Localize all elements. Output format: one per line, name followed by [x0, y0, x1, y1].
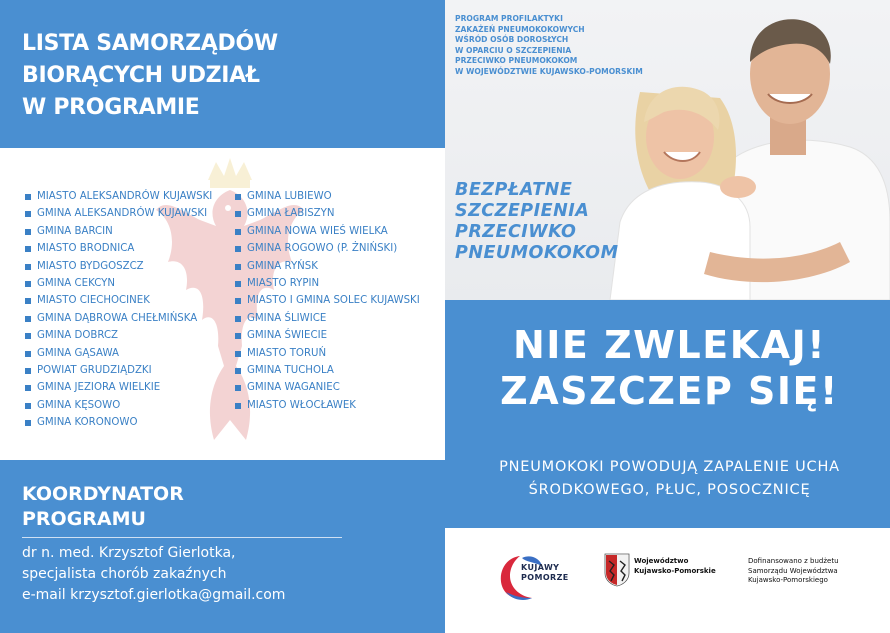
list-item: GMINA ALEKSANDRÓW KUJAWSKI [25, 205, 212, 222]
woj-line: Województwo [634, 557, 689, 565]
kp-line: KUJAWY [521, 563, 560, 572]
fund-line: Samorządu Województwa [748, 566, 838, 575]
warning-line: ŚRODKOWEGO, PŁUC, POSOCZNICĘ [528, 482, 811, 498]
coordinator-details [22, 543, 285, 606]
fund-line: Kujawsko-Pomorskiego [748, 576, 828, 584]
coordinator-name: dr n. med. Krzysztof Gierlotka, [22, 545, 236, 561]
list-item: MIASTO CIECHOCINEK [25, 292, 212, 309]
warning-line: PNEUMOKOKI POWODUJĄ ZAPALENIE UCHA [499, 459, 840, 475]
list-item: MIASTO RYPIN [235, 275, 420, 292]
slogan-line: NIE ZWLEKAJ! [512, 323, 827, 367]
list-title-line: LISTA SAMORZĄDÓW [22, 31, 278, 56]
free-vaccination-heading [455, 180, 618, 264]
list-item: MIASTO ALEKSANDRÓW KUJAWSKI [25, 188, 212, 205]
list-item: GMINA KORONOWO [25, 414, 212, 431]
list-item: GMINA NOWA WIEŚ WIELKA [235, 223, 420, 240]
woj-line: Kujawsko-Pomorskie [634, 566, 716, 575]
voivodeship-name [634, 557, 716, 576]
list-item: GMINA TUCHOLA [235, 362, 420, 379]
free-line: BEZPŁATNE [455, 180, 573, 200]
list-item: MIASTO BYDGOSZCZ [25, 258, 212, 275]
kp-line: POMORZE [521, 573, 569, 582]
list-item: GMINA LUBIEWO [235, 188, 420, 205]
program-line: WŚRÓD OSÓB DOROSŁYCH [455, 35, 569, 45]
list-item: GMINA RYŃSK [235, 258, 420, 275]
list-item: GMINA ŚLIWICE [235, 310, 420, 327]
program-description [455, 14, 643, 78]
list-title-line: W PROGRAMIE [22, 95, 200, 120]
municipality-list-left [25, 188, 212, 431]
list-item: MIASTO WŁOCŁAWEK [235, 397, 420, 414]
coordinator-title [22, 482, 184, 532]
slogan-line: ZASZCZEP SIĘ! [500, 369, 839, 413]
list-item: GMINA ROGOWO (P. ŻNIŃSKI) [235, 240, 420, 257]
program-line: PROGRAM PROFILAKTYKI [455, 14, 563, 23]
program-line: PRZECIWKO PNEUMOKOKOM [455, 56, 578, 66]
list-item: GMINA ŁABISZYN [235, 205, 420, 222]
free-line: PRZECIWKO [455, 222, 577, 242]
slogan [452, 322, 887, 414]
list-item: GMINA JEZIORA WIELKIE [25, 379, 212, 396]
list-item: GMINA DĄBROWA CHEŁMIŃSKA [25, 310, 212, 327]
list-item: GMINA DOBRCZ [25, 327, 212, 344]
voivodeship-crest-icon [604, 553, 630, 587]
coordinator-title-line: PROGRAMU [22, 508, 146, 530]
funding-note [748, 557, 839, 586]
kujawy-pomorze-wordmark [521, 563, 569, 583]
list-item: GMINA CEKCYN [25, 275, 212, 292]
fund-line: Dofinansowano z budżetu [748, 557, 839, 565]
list-title [22, 28, 278, 124]
free-line: PNEUMOKOKOM [455, 243, 619, 263]
list-item: MIASTO BRODNICA [25, 240, 212, 257]
list-item: GMINA KĘSOWO [25, 397, 212, 414]
list-item: GMINA WAGANIEC [235, 379, 420, 396]
coordinator-email[interactable]: e-mail krzysztof.gierlotka@gmail.com [22, 587, 286, 603]
coordinator-divider [22, 537, 342, 538]
list-item: MIASTO I GMINA SOLEC KUJAWSKI [235, 292, 420, 309]
coordinator-title-line: KOORDYNATOR [22, 483, 184, 505]
free-line: SZCZEPIENIA [455, 201, 590, 221]
coordinator-specialty: specjalista chorób zakaźnych [22, 566, 227, 582]
program-line: W WOJEWÓDZTWIE KUJAWSKO-POMORSKIM [455, 66, 643, 76]
pneumococci-warning [452, 456, 887, 502]
list-title-line: BIORĄCYCH UDZIAŁ [22, 63, 260, 88]
list-item: GMINA GĄSAWA [25, 345, 212, 362]
program-line: W OPARCIU O SZCZEPIENIA [455, 45, 572, 55]
list-item: MIASTO TORUŃ [235, 345, 420, 362]
program-line: ZAKAŻEŃ PNEUMOKOKOWYCH [455, 24, 585, 34]
list-item: GMINA BARCIN [25, 223, 212, 240]
municipality-list-right [235, 188, 420, 414]
list-item: GMINA ŚWIECIE [235, 327, 420, 344]
list-item: POWIAT GRUDZIĄDZKI [25, 362, 212, 379]
couple-photo [600, 12, 890, 300]
